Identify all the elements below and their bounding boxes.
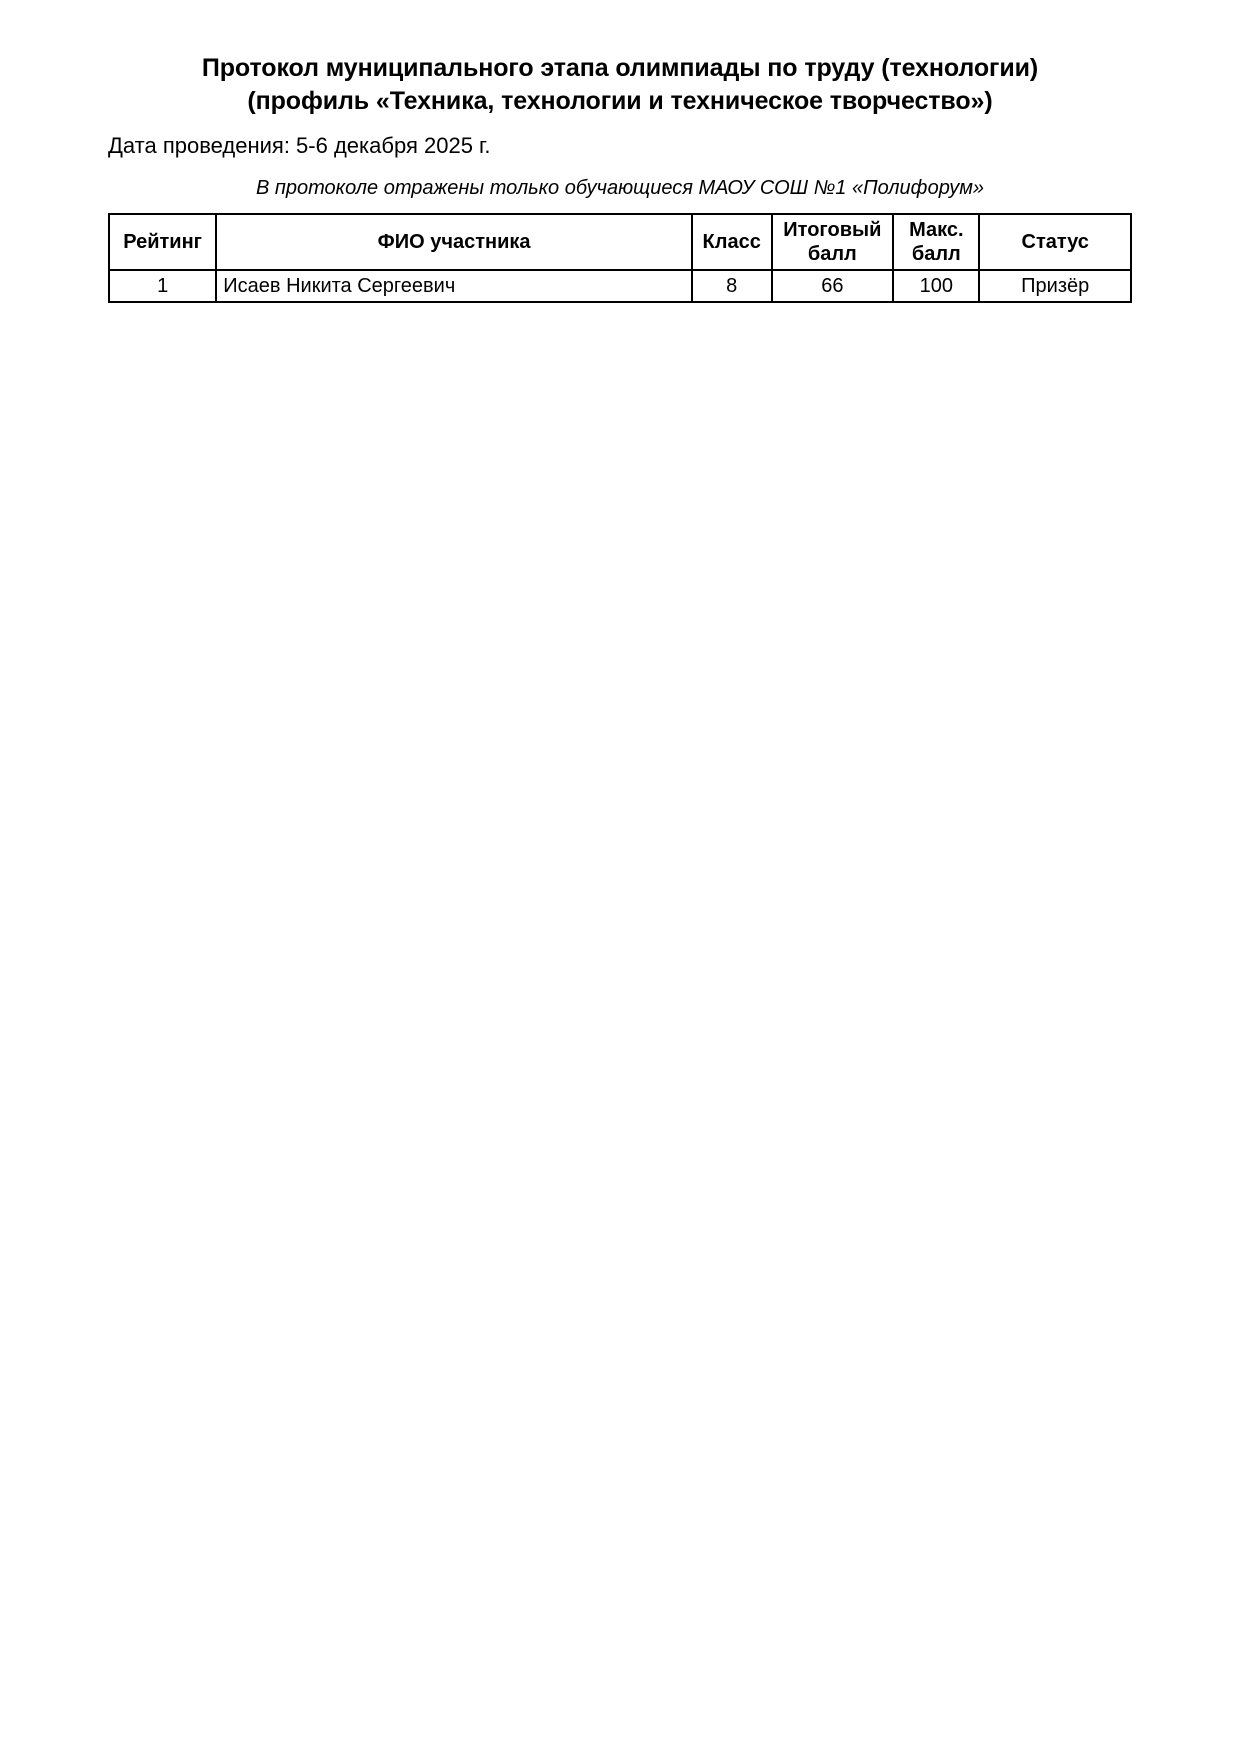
cell-grade: 8 — [692, 270, 772, 302]
results-table — [108, 213, 1132, 303]
cell-rating: 1 — [109, 270, 216, 302]
column-header-grade: Класс — [692, 214, 772, 270]
cell-max: 100 — [893, 270, 979, 302]
cell-status: Призёр — [979, 270, 1131, 302]
column-header-max: Макс. балл — [893, 214, 979, 270]
cell-name: Исаев Никита Сергеевич — [216, 270, 692, 302]
table-head — [109, 214, 1131, 270]
page-title-line-2: (профиль «Техника, технологии и техническое творчество») — [247, 87, 993, 115]
table-row — [109, 270, 1131, 302]
column-header-rating: Рейтинг — [109, 214, 216, 270]
page-title-line-1: Протокол муниципального этапа олимпиады по труду (технологии) — [201, 54, 1039, 82]
column-header-status: Статус — [979, 214, 1131, 270]
protocol-note-line: В протоколе отражены только обучающиеся МАОУ СОШ №1 «Полифорум» — [255, 176, 985, 199]
cell-score: 66 — [772, 270, 894, 302]
page-title — [108, 52, 1132, 118]
column-header-name: ФИО участника — [216, 214, 692, 270]
table-header-row — [109, 214, 1131, 270]
table-body — [109, 270, 1131, 302]
event-date-line: Дата проведения: 5-6 декабря 2025 г. — [108, 133, 491, 158]
column-header-score: Итоговый балл — [772, 214, 894, 270]
